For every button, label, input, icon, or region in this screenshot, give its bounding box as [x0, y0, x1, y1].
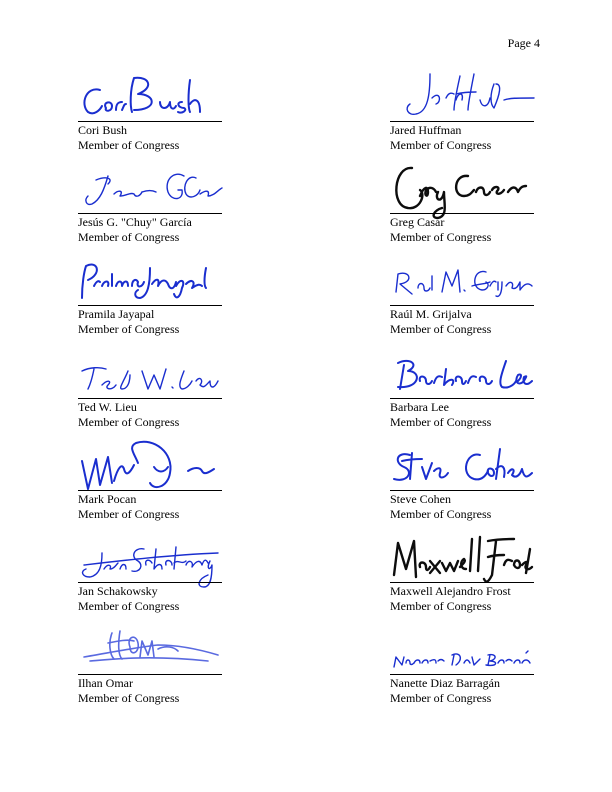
signature-barbara-lee: [390, 341, 534, 397]
signatory-name: Raúl M. Grijalva: [390, 307, 472, 321]
page-number: Page 4: [507, 36, 540, 50]
signature-line: [390, 582, 534, 583]
signature-line: [390, 398, 534, 399]
signature-greg-casar: [390, 156, 534, 212]
signatory-name: Mark Pocan: [78, 492, 137, 506]
signature-cori-bush: [78, 64, 222, 120]
signatory-name: Greg Casar: [390, 215, 445, 229]
signatory-title: Member of Congress: [78, 322, 180, 336]
signature-line: [390, 490, 534, 491]
signatory-name: Pramila Jayapal: [78, 307, 155, 321]
signatory-title: Member of Congress: [390, 691, 492, 705]
signatory-title: Member of Congress: [78, 691, 180, 705]
signature-block-steve-cohen: [390, 433, 534, 523]
signature-line: [78, 213, 222, 214]
signature-raul-grijalva: [390, 248, 534, 304]
signatory-title: Member of Congress: [390, 507, 492, 521]
signature-steve-cohen: [390, 433, 534, 489]
signature-ilhan-omar: [78, 617, 222, 673]
signatory-title: Member of Congress: [78, 415, 180, 429]
signature-jesus-garcia: [78, 156, 222, 212]
signatory-title: Member of Congress: [390, 138, 492, 152]
signature-pramila-jayapal: [78, 248, 222, 304]
signatory-name: Steve Cohen: [390, 492, 451, 506]
signature-line: [78, 305, 222, 306]
signatory-title: Member of Congress: [390, 322, 492, 336]
signature-block-pramila-jayapal: [78, 248, 222, 338]
signature-line: [390, 213, 534, 214]
signature-block-greg-casar: [390, 156, 534, 246]
signature-line: [390, 305, 534, 306]
signature-line: [390, 674, 534, 675]
signature-block-ted-lieu: [78, 341, 222, 431]
signature-block-raul-grijalva: [390, 248, 534, 338]
signature-block-jesus-garcia: [78, 156, 222, 246]
signature-line: [78, 674, 222, 675]
signature-line: [78, 121, 222, 122]
signatory-name: Nanette Diaz Barragán: [390, 676, 500, 690]
signatory-name: Jared Huffman: [390, 123, 462, 137]
signature-ted-lieu: [78, 341, 222, 397]
signature-block-cori-bush: [78, 64, 222, 154]
signatory-title: Member of Congress: [390, 599, 492, 613]
signatory-title: Member of Congress: [78, 599, 180, 613]
signature-jared-huffman: [390, 64, 534, 120]
signature-block-barbara-lee: [390, 341, 534, 431]
signatory-title: Member of Congress: [78, 507, 180, 521]
signatory-title: Member of Congress: [390, 415, 492, 429]
signatory-title: Member of Congress: [390, 230, 492, 244]
signature-block-ilhan-omar: [78, 617, 222, 707]
signatory-title: Member of Congress: [78, 138, 180, 152]
signature-block-mark-pocan: [78, 433, 222, 523]
signatory-name: Barbara Lee: [390, 400, 449, 414]
signature-line: [78, 490, 222, 491]
signature-mark-pocan: [78, 433, 222, 489]
signatory-name: Jesús G. "Chuy" García: [78, 215, 192, 229]
signature-line: [78, 582, 222, 583]
signatory-name: Ilhan Omar: [78, 676, 133, 690]
signature-line: [78, 398, 222, 399]
signature-block-jan-schakowsky: [78, 525, 222, 615]
signatory-name: Cori Bush: [78, 123, 128, 137]
signature-block-maxwell-frost: [390, 525, 534, 615]
signatory-name: Maxwell Alejandro Frost: [390, 584, 511, 598]
signature-block-jared-huffman: [390, 64, 534, 154]
signature-nanette-barragan: [390, 617, 534, 673]
signature-maxwell-frost: [390, 525, 534, 581]
signatory-name: Jan Schakowsky: [78, 584, 158, 598]
signatory-title: Member of Congress: [78, 230, 180, 244]
signatory-name: Ted W. Lieu: [78, 400, 137, 414]
signature-jan-schakowsky: [78, 525, 222, 581]
signature-block-nanette-barragan: [390, 617, 534, 707]
signature-line: [390, 121, 534, 122]
